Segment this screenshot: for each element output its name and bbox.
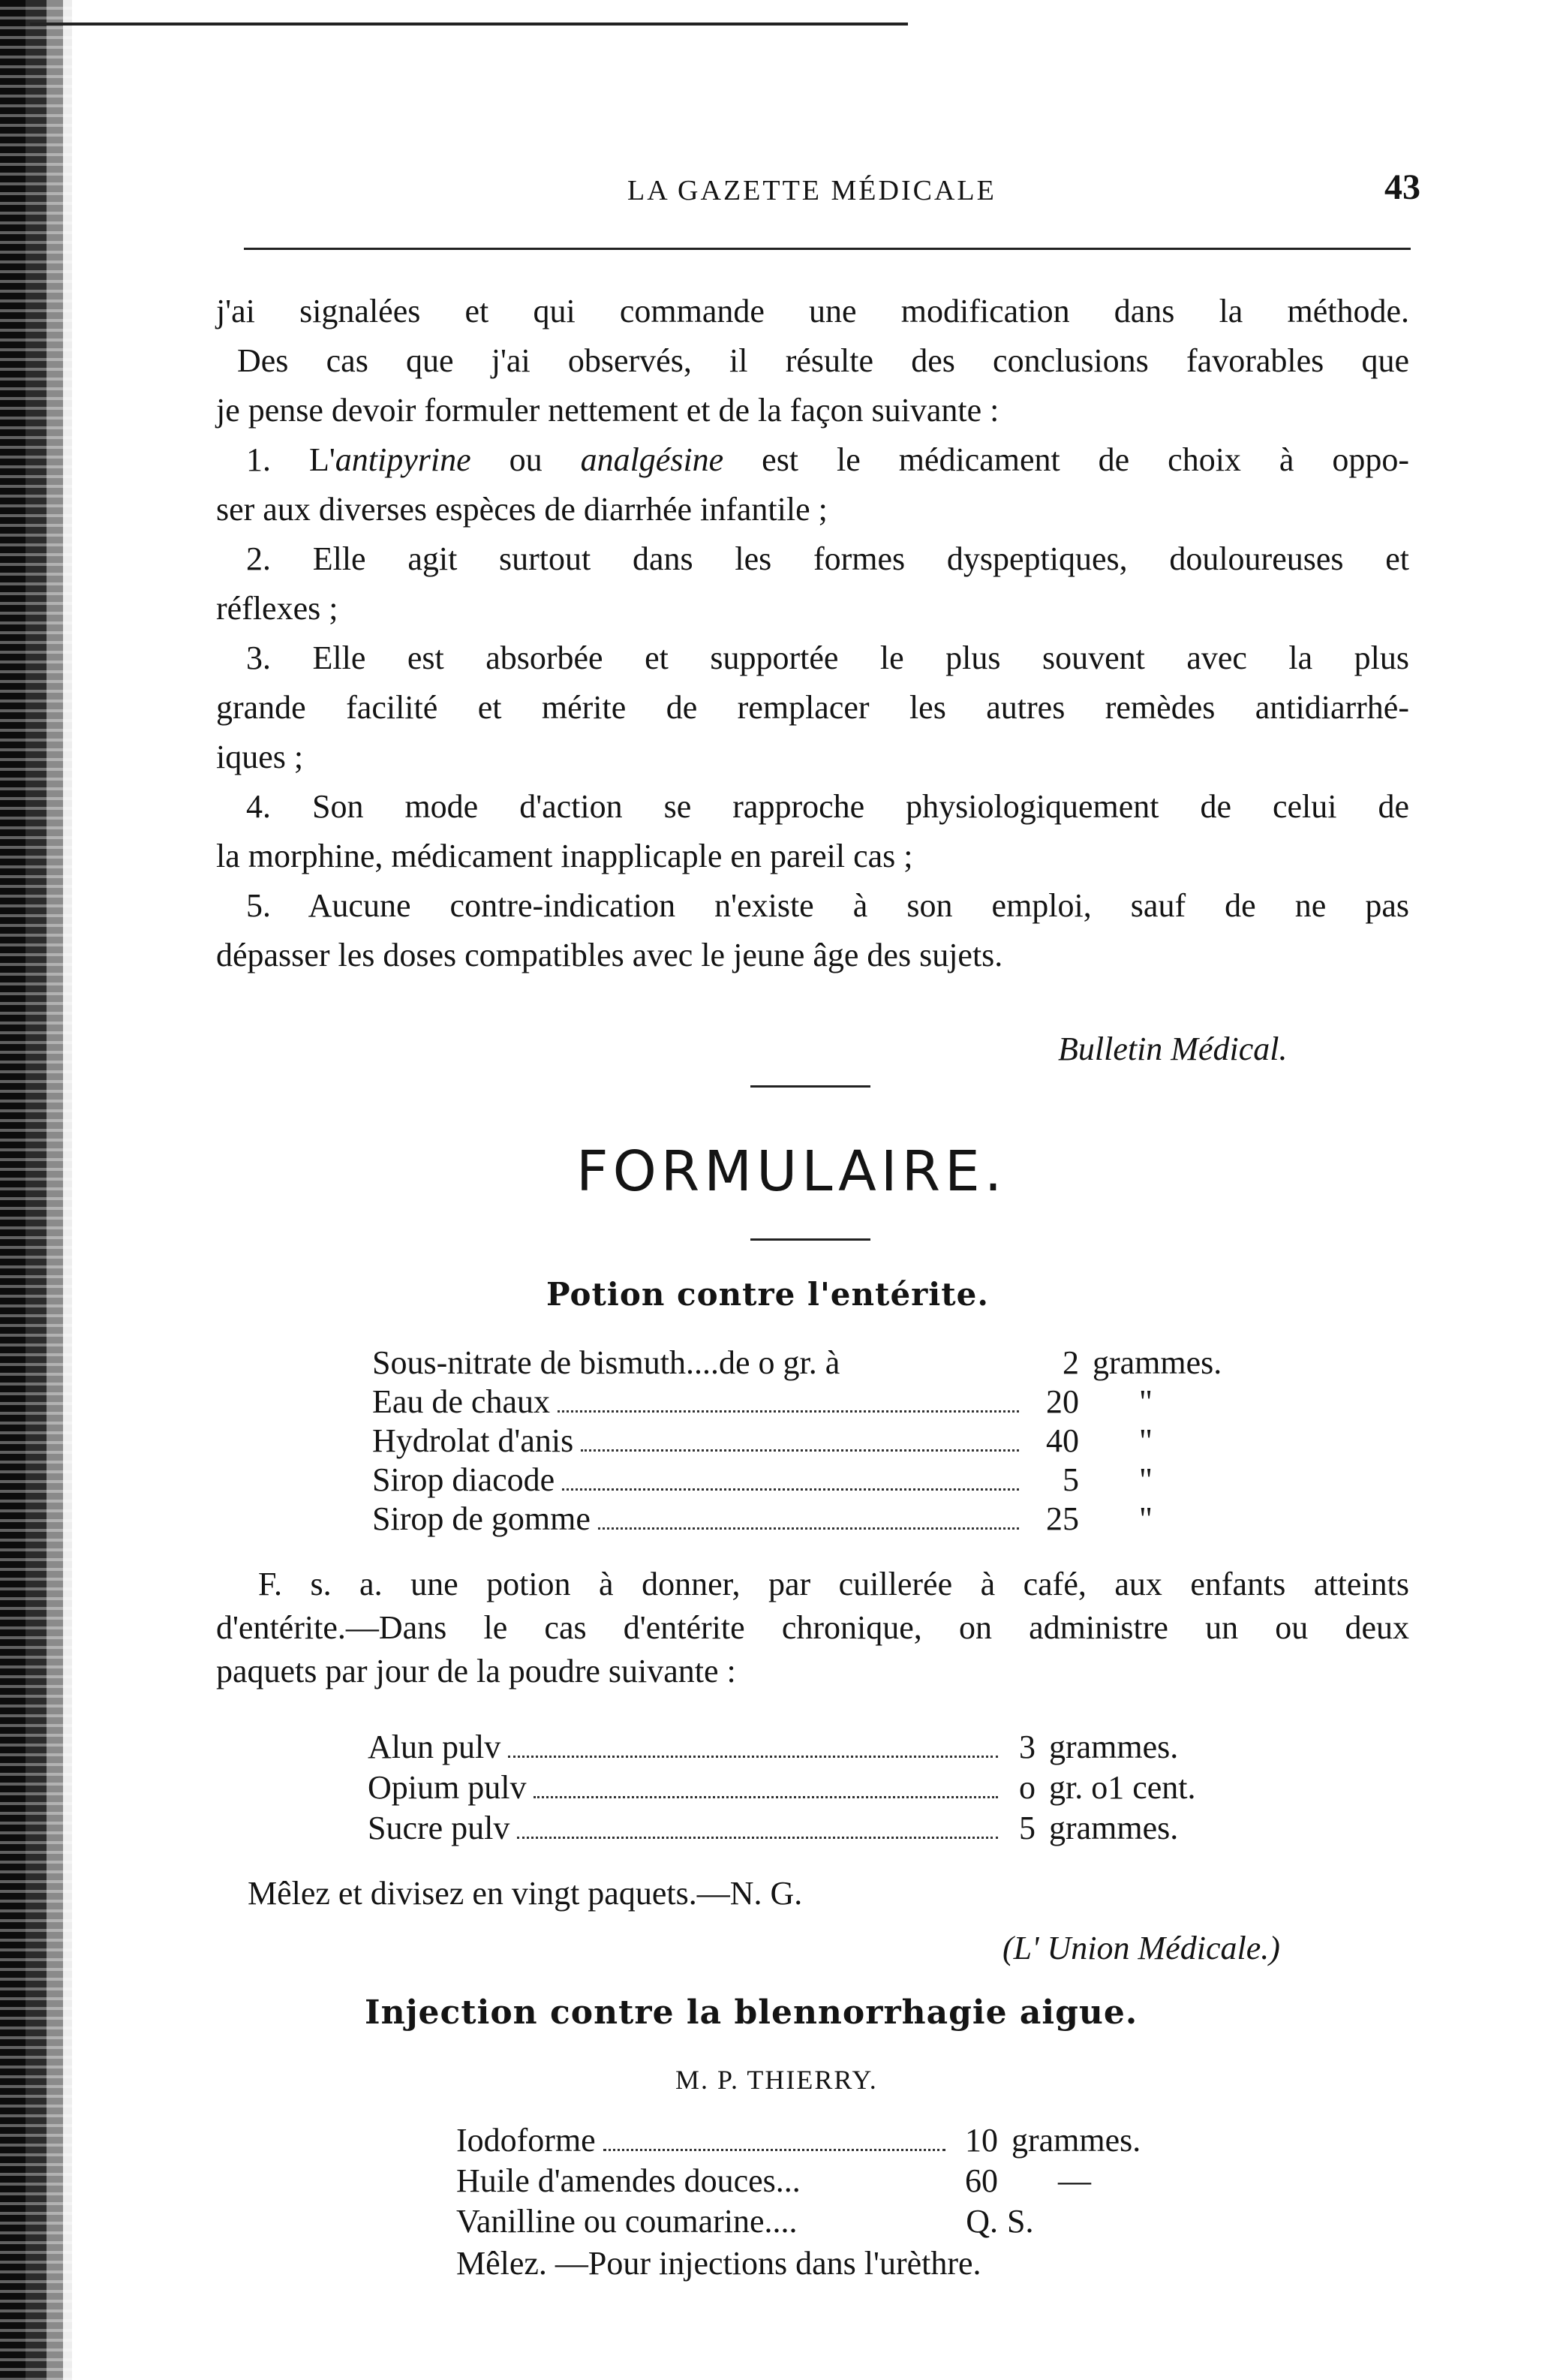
conclusion-line: iques ; — [216, 739, 304, 775]
conclusion-line: la morphine, médicament inapplicaple en pareil cas ; — [216, 838, 913, 874]
recipe-author: M. P. THIERRY. — [675, 2065, 878, 2095]
conclusion-line: dépasser les doses compatibles avec le jeune âge des sujets. — [216, 937, 1003, 973]
item-number: 4. — [246, 788, 271, 825]
ingredient-qty: 10 — [965, 2122, 998, 2159]
ingredient-row — [372, 1422, 1243, 1460]
drug-name: antipyrine — [335, 441, 471, 478]
ingredient-unit: grammes. — [1093, 1344, 1222, 1381]
ingredient-unit: " — [1139, 1461, 1153, 1498]
ingredient-name: Opium pulv — [368, 1769, 527, 1806]
ingredient-unit: — — [1058, 2162, 1091, 2199]
header-rule — [244, 248, 1411, 250]
item-number: 5. — [246, 887, 271, 924]
intro-line: je pense devoir formuler nettement et de la façon suivante : — [216, 392, 999, 429]
conclusions-list — [216, 435, 1409, 980]
source-citation: Bulletin Médical. — [1058, 1031, 1288, 1067]
ingredient-qty: 3 — [1019, 1729, 1036, 1765]
ingredient-row — [456, 2121, 1162, 2159]
conclusion-line: réflexes ; — [216, 590, 338, 627]
conclusion-line: 4. Son mode d'action se rapproche physiologiquement de celui de — [246, 788, 1410, 825]
ingredient-name: Hydrolat d'anis — [372, 1422, 574, 1459]
section-divider — [750, 1238, 870, 1241]
powder-row — [368, 1728, 1268, 1766]
ingredient-row — [372, 1500, 1243, 1538]
ingredient-name: Huile d'amendes douces... — [456, 2162, 801, 2199]
ingredient-qty: Q. — [966, 2203, 998, 2240]
ingredient-name: Sucre pulv — [368, 1810, 510, 1846]
conclusion-line: 3. Elle est absorbée et supportée le plus souvent avec la plus — [246, 639, 1410, 676]
note-line: F. s. a. une potion à donner, par cuillerée à café, aux enfants atteints — [258, 1566, 1409, 1602]
ingredient-name: Sirop de gomme — [372, 1500, 591, 1537]
ingredient-unit: " — [1139, 1500, 1153, 1537]
ingredient-name: Sirop diacode — [372, 1461, 555, 1498]
ingredient-qty: 40 — [1046, 1422, 1079, 1459]
conclusion-line: grande facilité et mérite de remplacer les autres remèdes antidiarrhé- — [216, 689, 1409, 726]
drug-name: analgésine — [580, 441, 724, 478]
ingredient-unit: grammes. — [1049, 1729, 1179, 1765]
leader-dots — [508, 1756, 998, 1758]
ingredient-unit: grammes. — [1011, 2122, 1141, 2159]
ingredient-row — [372, 1343, 1243, 1382]
item-number: 2. — [246, 540, 271, 577]
ingredient-qty: o — [1019, 1769, 1036, 1806]
ingredient-unit: grammes. — [1049, 1810, 1179, 1846]
page-number: 43 — [1384, 167, 1420, 207]
ingredient-qty: 25 — [1046, 1500, 1079, 1537]
conclusion-line: 5. Aucune contre-indication n'existe à son emploi, sauf de ne pas — [246, 887, 1409, 924]
running-header-title: LA GAZETTE MÉDICALE — [627, 175, 996, 206]
ingredient-qty: 20 — [1046, 1383, 1079, 1420]
recipe-title: Potion contre l'entérite. — [546, 1276, 990, 1313]
conclusion-item — [216, 881, 1409, 980]
leader-dots — [581, 1449, 1019, 1452]
leader-dots — [562, 1488, 1019, 1491]
ingredient-row — [456, 2202, 1162, 2240]
conclusion-line: 1. L'antipyrine ou analgésine est le médicament de choix à oppo- — [246, 441, 1410, 478]
ingredient-unit: " — [1139, 1422, 1153, 1459]
ingredient-row — [372, 1383, 1243, 1421]
item-number: 3. — [246, 639, 271, 676]
ingredient-unit: gr. o1 cent. — [1049, 1769, 1196, 1806]
note-line: d'entérite.—Dans le cas d'entérite chronique, on administre un ou deux — [216, 1609, 1409, 1646]
conclusion-line: 2. Elle agit surtout dans les formes dyspeptiques, douloureuses et — [246, 540, 1409, 577]
ingredient-name: Vanilline ou coumarine.... — [456, 2203, 798, 2240]
leader-dots — [598, 1527, 1019, 1530]
leader-dots — [534, 1796, 998, 1798]
item-number: 1. — [246, 441, 271, 478]
ingredient-unit: S. — [1007, 2203, 1034, 2240]
recipe-note — [216, 1563, 1409, 1693]
leader-dots — [517, 1837, 998, 1839]
ingredient-name: Alun pulv — [368, 1729, 501, 1765]
ingredient-unit: " — [1139, 1383, 1153, 1420]
note-line: paquets par jour de la poudre suivante : — [216, 1653, 736, 1689]
leader-dots — [603, 2149, 945, 2151]
intro-paragraph — [216, 287, 1409, 435]
ingredient-qty: 5 — [1063, 1461, 1079, 1498]
conclusion-item — [216, 534, 1409, 633]
section-divider — [750, 1085, 870, 1088]
source-citation: (L' Union Médicale.) — [1002, 1930, 1280, 1966]
powder-row — [368, 1809, 1268, 1847]
section-title: FORMULAIRE. — [576, 1139, 1007, 1204]
conclusion-item — [216, 435, 1409, 534]
ingredient-qty: 2 — [1063, 1344, 1079, 1381]
ingredient-row — [456, 2162, 1162, 2200]
intro-line: j'ai signalées et qui commande une modification dans la méthode. — [216, 293, 1409, 329]
ingredient-qty: 5 — [1019, 1810, 1036, 1846]
ingredient-name: Eau de chaux — [372, 1383, 550, 1420]
powder-row — [368, 1768, 1268, 1807]
ingredient-qty: 60 — [965, 2162, 998, 2199]
conclusion-line: ser aux diverses espèces de diarrhée infantile ; — [216, 491, 828, 528]
intro-line: Des cas que j'ai observés, il résulte des conclusions favorables que — [237, 342, 1409, 379]
ingredient-name: Sous-nitrate de bismuth....de o gr. à — [372, 1344, 840, 1381]
conclusion-item — [216, 633, 1409, 782]
recipe-closing: Mêlez et divisez en vingt paquets.—N. G. — [248, 1875, 803, 1912]
recipe-closing: Mêlez. —Pour injections dans l'urèthre. — [456, 2245, 981, 2282]
ingredient-row — [372, 1461, 1243, 1499]
recipe-title: Injection contre la blennorrhagie aigue. — [365, 1993, 1138, 2032]
ingredient-name: Iodoforme — [456, 2122, 596, 2159]
leader-dots — [558, 1410, 1019, 1413]
conclusion-item — [216, 782, 1409, 881]
